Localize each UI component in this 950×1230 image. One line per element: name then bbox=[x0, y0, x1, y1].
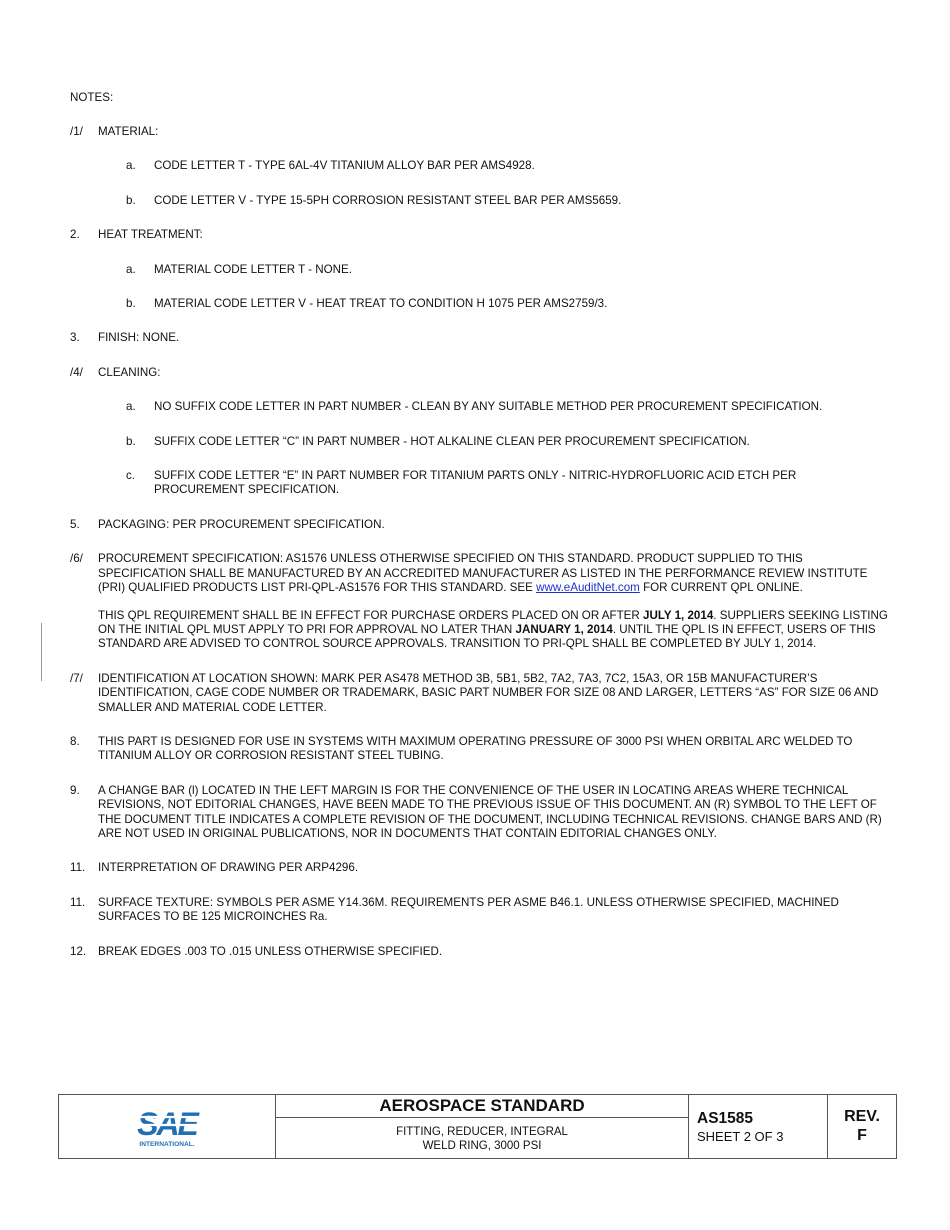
rev-value: F bbox=[857, 1127, 867, 1144]
sae-logo bbox=[127, 1106, 207, 1150]
sub-text: SUFFIX CODE LETTER “C” IN PART NUMBER - HOT ALKALINE CLEAN PER PROCUREMENT SPECIFICATION. bbox=[154, 434, 750, 448]
note-6-after-link: FOR CURRENT QPL ONLINE. bbox=[643, 581, 803, 595]
document-cell bbox=[689, 1095, 828, 1158]
note-number: 12. bbox=[70, 944, 87, 958]
note-text: FINISH: NONE. bbox=[98, 331, 180, 345]
note-6-text: PROCUREMENT SPECIFICATION: AS1576 UNLESS OTHERWISE SPECIFIED ON THIS STANDARD. PRODUCT SUPPLIED TO THIS SPECIFICATION SHALL BE MANUFACTURED BY AN ACCREDITED MANUFACTURER AS LISTED IN THE PERFORMANCE REVIEW INSTITUTE (PRI) QUALIFIED PRODUCTS LIST PRI-QPL-AS1576 FOR THIS STANDARD. SEE bbox=[98, 552, 868, 595]
note-number: 3. bbox=[70, 331, 80, 345]
note-11b bbox=[70, 896, 890, 925]
sub-number: a. bbox=[126, 262, 136, 276]
sub-number: c. bbox=[126, 469, 136, 483]
qpl-date-2: JANUARY 1, 2014 bbox=[515, 622, 613, 636]
note-text: A CHANGE BAR (l) LOCATED IN THE LEFT MARGIN IS FOR THE CONVENIENCE OF THE USER IN LOCATING AREAS WHERE TECHNICAL REVISIONS, NOT EDITORIAL CHANGES, HAVE BEEN MADE TO THE PREVIOUS ISSUE OF THIS DOCUMENT. AN (R) SYMBOL TO THE LEFT OF THE DOCUMENT TITLE INDICATES A COMPLETE REVISION OF THE DOCUMENT, INCLUDING TECHNICAL REVISIONS. CHANGE BARS AND (R) ARE NOT USED IN ORIGINAL PUBLICATIONS, NOR IN DOCUMENTS THAT CONTAIN EDITORIAL CHANGES ONLY. bbox=[98, 783, 882, 840]
sub-item bbox=[98, 297, 890, 311]
sub-text: MATERIAL CODE LETTER V - HEAT TREAT TO CONDITION H 1075 PER AMS2759/3. bbox=[154, 297, 608, 311]
sub-number: b. bbox=[126, 193, 136, 207]
sub-text: SUFFIX CODE LETTER “E” IN PART NUMBER FOR TITANIUM PARTS ONLY - NITRIC-HYDROFLUORIC ACID ETCH PER PROCUREMENT SPECIFICATION. bbox=[154, 469, 797, 497]
note-text: MATERIAL: bbox=[98, 125, 159, 138]
sub-number: b. bbox=[126, 297, 136, 311]
note-number: 11. bbox=[70, 861, 86, 875]
sub-text: CODE LETTER V - TYPE 15-5PH CORROSION RESISTANT STEEL BAR PER AMS5659. bbox=[154, 193, 622, 207]
note-text: THIS PART IS DESIGNED FOR USE IN SYSTEMS WITH MAXIMUM OPERATING PRESSURE OF 3000 PSI WHEN ORBITAL ARC WELDED TO TITANIUM ALLOY OR CORROSION RESISTANT STEEL TUBING. bbox=[98, 734, 853, 763]
note-number: 2. bbox=[70, 228, 80, 242]
sae-logo-text: SAE bbox=[137, 1106, 197, 1142]
note-7 bbox=[70, 672, 890, 715]
note-number: /4/ bbox=[70, 365, 83, 379]
note-text: INTERPRETATION OF DRAWING PER ARP4296. bbox=[98, 861, 359, 875]
note-2 bbox=[70, 228, 890, 311]
title-block bbox=[58, 1094, 897, 1159]
change-bar bbox=[41, 623, 42, 681]
sub-item bbox=[98, 400, 890, 414]
sae-logo-subtext: INTERNATIONAL. bbox=[139, 1141, 195, 1148]
note-text: CLEANING: bbox=[98, 365, 161, 379]
note-number: /7/ bbox=[70, 671, 83, 685]
revision-label bbox=[828, 1095, 896, 1145]
sub-item bbox=[98, 194, 890, 208]
note-number: /6/ bbox=[70, 552, 83, 566]
note-text bbox=[98, 552, 890, 595]
sub-text: CODE LETTER T - TYPE 6AL-4V TITANIUM ALLOY BAR PER AMS4928. bbox=[154, 159, 535, 173]
notes-section bbox=[70, 91, 890, 979]
document-number: AS1585 bbox=[697, 1110, 754, 1127]
note-number: 5. bbox=[70, 517, 80, 531]
title-cell bbox=[276, 1095, 689, 1158]
note-8 bbox=[70, 735, 890, 764]
notes-title: NOTES: bbox=[70, 91, 114, 104]
part-description bbox=[276, 1118, 688, 1153]
qpl-text-c: . UNTIL THE QPL IS IN EFFECT, USERS OF THIS STANDARD ARE ADVISED TO CONTROL SOURCE APPROVALS. TRANSITION TO PRI-QPL SHALL BE COMPLETED BY JULY 1, 2014. bbox=[98, 622, 876, 651]
note-5 bbox=[70, 518, 890, 532]
sub-number: a. bbox=[126, 400, 136, 414]
note-text: IDENTIFICATION AT LOCATION SHOWN: MARK PER AS478 METHOD 3B, 5B1, 5B2, 7A2, 7A3, 7C2, 15A3, OR 15B MANUFACTURER’S IDENTIFICATION, CAGE CODE NUMBER OR TRADEMARK, BASIC PART NUMBER FOR SIZE 08 AND LARGER, LETTERS “AS” FOR SIZE 06 AND SMALLER AND MATERIAL CODE LETTER. bbox=[98, 671, 879, 714]
sub-item bbox=[98, 435, 890, 449]
note-1 bbox=[70, 125, 890, 208]
rev-label-text: REV. bbox=[844, 1108, 880, 1125]
note-number: /1/ bbox=[70, 125, 83, 138]
sheet-number: SHEET 2 OF 3 bbox=[697, 1129, 784, 1144]
note-3 bbox=[70, 331, 890, 345]
description-line-2: WELD RING, 3000 PSI bbox=[422, 1140, 542, 1152]
sub-text: MATERIAL CODE LETTER T - NONE. bbox=[154, 262, 352, 276]
note-number: 8. bbox=[70, 734, 80, 748]
qpl-date-1: JULY 1, 2014 bbox=[643, 608, 714, 622]
sub-number: a. bbox=[126, 159, 136, 173]
note-text: PACKAGING: PER PROCUREMENT SPECIFICATION. bbox=[98, 517, 385, 531]
note-12 bbox=[70, 945, 890, 959]
description-line-1: FITTING, REDUCER, INTEGRAL bbox=[396, 1126, 568, 1138]
qpl-text-b: . SUPPLIERS SEEKING LISTING ON THE INITIAL QPL MUST APPLY TO PRI FOR APPROVAL NO LATER THAN bbox=[98, 608, 888, 636]
note-9 bbox=[70, 784, 890, 842]
eauditnet-link[interactable]: www.eAuditNet.com bbox=[536, 581, 640, 595]
standard-title: AEROSPACE STANDARD bbox=[276, 1095, 688, 1118]
logo-cell bbox=[59, 1095, 276, 1158]
revision-cell bbox=[828, 1095, 896, 1158]
note-number: 11. bbox=[70, 895, 86, 909]
note-6-qpl-paragraph bbox=[98, 609, 890, 652]
note-6 bbox=[70, 552, 890, 651]
note-11a bbox=[70, 861, 890, 875]
qpl-text-a: THIS QPL REQUIREMENT SHALL BE IN EFFECT FOR PURCHASE ORDERS PLACED ON OR AFTER bbox=[98, 608, 640, 622]
note-text: HEAT TREATMENT: bbox=[98, 228, 203, 242]
note-text: SURFACE TEXTURE: SYMBOLS PER ASME Y14.36M. REQUIREMENTS PER ASME B46.1. UNLESS OTHERWISE SPECIFIED, MACHINED SURFACES TO BE 125 MICROINCHES Ra. bbox=[98, 895, 839, 924]
sub-item bbox=[98, 263, 890, 277]
sub-number: b. bbox=[126, 434, 136, 448]
sub-item bbox=[98, 159, 890, 173]
note-text: BREAK EDGES .003 TO .015 UNLESS OTHERWISE SPECIFIED. bbox=[98, 944, 443, 958]
sub-item bbox=[98, 469, 890, 498]
sub-text: NO SUFFIX CODE LETTER IN PART NUMBER - CLEAN BY ANY SUITABLE METHOD PER PROCUREMENT SPECIFICATION. bbox=[154, 400, 823, 414]
note-number: 9. bbox=[70, 783, 80, 797]
note-4 bbox=[70, 366, 890, 498]
